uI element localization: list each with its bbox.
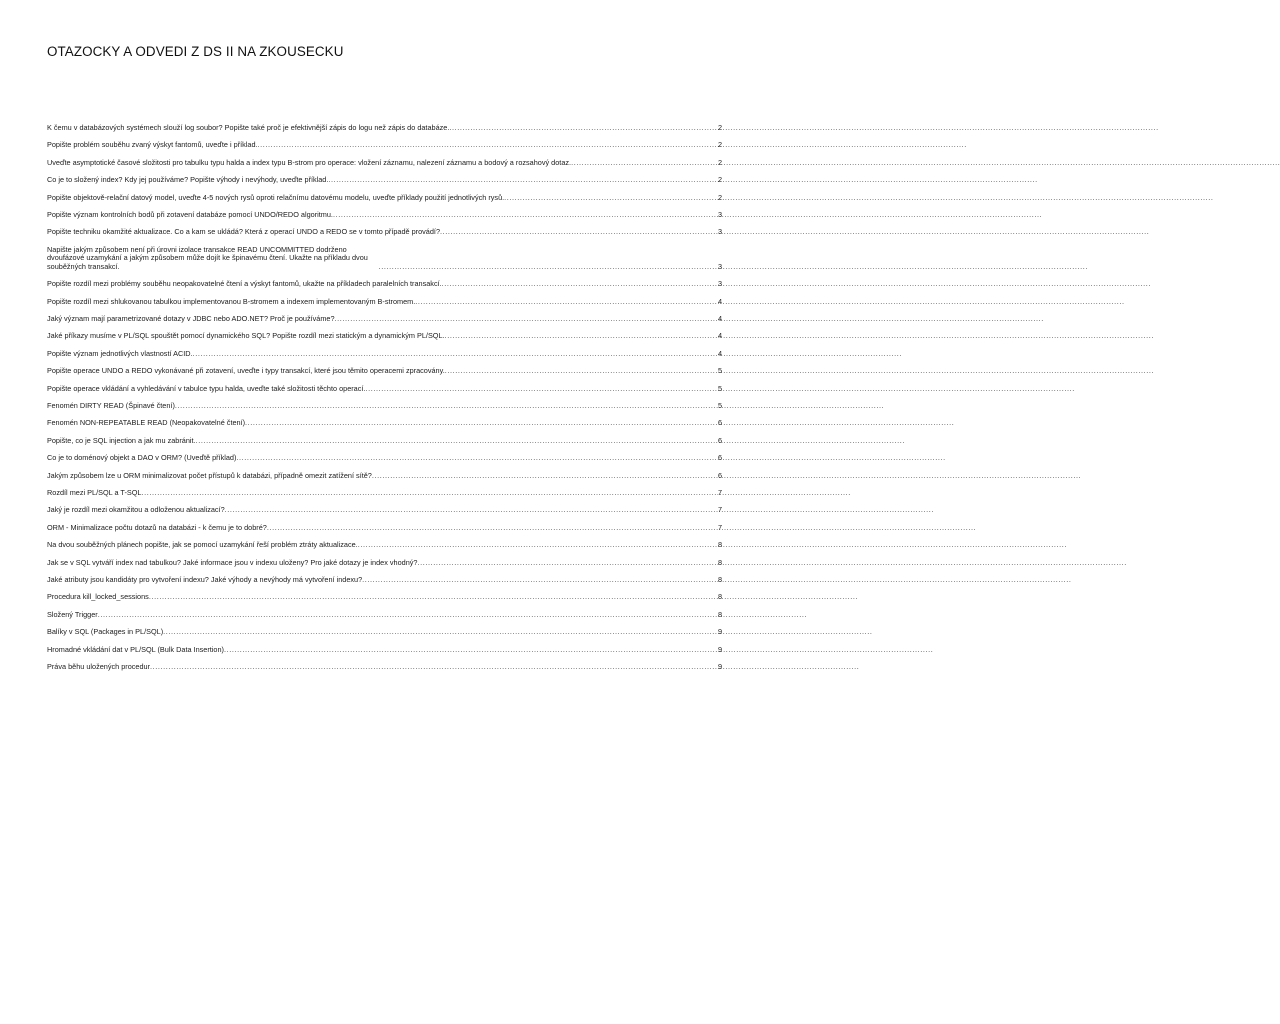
toc-entry-title: Napište jakým způsobem není při úrovni izolace transakce READ UNCOMMITTED dodrženo dvoufázové uzamykání a jakým způsobem může dojít ke špinavému čtení. Ukažte na příkladu dvou souběžných transakcí. — [47, 244, 368, 271]
toc-entry[interactable] — [47, 298, 722, 307]
toc-dot-leader — [449, 124, 716, 133]
toc-entry-title: Hromadné vkládání dat v PL/SQL (Bulk Data Insertion) — [47, 644, 224, 654]
toc-page-number: 8 — [717, 592, 722, 602]
toc-entry-title: Popište význam jednotlivých vlastností ACID. — [47, 348, 193, 358]
toc-dot-leader — [196, 437, 716, 446]
toc-entry[interactable] — [47, 385, 722, 394]
toc-dot-leader — [193, 350, 716, 359]
toc-dot-leader — [417, 559, 716, 568]
toc-page-number: 9 — [717, 661, 722, 671]
toc-entry-title: Popište objektově-relační datový model, uveďte 4-5 nových rysů oproti relačnímu datovému modelu, uveďte příklady použití jednotlivých rysů. — [47, 192, 505, 202]
toc-page-number: 2 — [717, 123, 722, 132]
toc-page-number: 3 — [717, 227, 722, 237]
toc-entry[interactable] — [47, 315, 722, 324]
toc-entry-title: Procedura kill_locked_sessions — [47, 592, 149, 602]
toc-page-number: 2 — [717, 192, 722, 202]
toc-entry-title: Popište operace UNDO a REDO vykonávané při zotavení, uveďte i typy transakcí, které jsou těmito operacemi zpracovány. — [47, 366, 445, 376]
toc-entry-title: Popište operace vkládání a vyhledávání v tabulce typu halda, uveďte také složitosti těchto operací. — [47, 383, 366, 393]
document-title: OTAZOCKY A ODVEDI Z DS II NA ZKOUSECKU — [47, 44, 344, 59]
toc-entry-title: Na dvou souběžných plánech popište, jak se pomocí uzamykání řeší problém ztráty aktualizace. — [47, 540, 358, 550]
toc-page-number: 7 — [717, 488, 722, 497]
toc-entry-title: Jaké příkazy musíme v PL/SQL spouštět pomocí dynamického SQL? Popište rozdíl mezi statickým a dynamickým PL/SQL. — [47, 331, 445, 341]
toc-entry[interactable] — [47, 454, 722, 463]
toc-entry[interactable] — [47, 402, 722, 411]
toc-dot-leader — [445, 367, 716, 376]
toc-page-number: 6 — [717, 435, 722, 445]
toc-entry-title: ORM - Minimalizace počtu dotazů na databázi - k čemu je to dobré? — [47, 522, 267, 532]
toc-page-number: 6 — [717, 470, 722, 480]
toc-dot-leader — [445, 332, 716, 341]
toc-page-number: 4 — [717, 314, 722, 324]
toc-entry-title: Fenomén NON-REPEATABLE READ (Neopakovatelné čtení) — [47, 418, 246, 428]
toc-entry[interactable] — [47, 524, 722, 533]
toc-entry-title: Složený Trigger — [47, 609, 98, 619]
toc-dot-leader — [504, 194, 716, 203]
toc-entry-title: K čemu v databázových systémech slouží log soubor? Popište také proč je efektivnější zápis do logu než zápis do databáze. — [47, 123, 450, 132]
toc-dot-leader — [224, 646, 716, 655]
toc-dot-leader — [571, 159, 716, 168]
toc-entry-title: Jakým způsobem lze u ORM minimalizovat počet přístupů k databázi, případně omezit zatížení sítě? — [47, 470, 372, 480]
toc-dot-leader — [175, 402, 716, 411]
toc-dot-leader — [328, 176, 716, 185]
toc-dot-leader — [379, 263, 716, 272]
toc-page-number: 7 — [717, 505, 722, 515]
toc-entry-title: Co je to složený index? Kdy jej používáme? Popište výhody i nevýhody, uveďte příklad. — [47, 175, 329, 185]
toc-page-number: 5 — [717, 383, 722, 393]
toc-page-number: 6 — [717, 453, 722, 463]
toc-page-number: 2 — [717, 157, 722, 167]
toc-entry[interactable] — [47, 663, 722, 672]
toc-entry-title: Popište, co je SQL injection a jak mu zabránit. — [47, 435, 196, 445]
toc-dot-leader — [358, 541, 716, 550]
toc-dot-leader — [440, 228, 716, 237]
toc-page-number: 2 — [717, 140, 722, 150]
toc-entry-title: Fenomén DIRTY READ (Špinavé čtení) — [47, 401, 175, 411]
toc-page-number: 4 — [717, 331, 722, 341]
toc-entry-title: Jaké atributy jsou kandidáty pro vytvoření indexu? Jaké výhody a nevýhody má vytvoření indexu? — [47, 574, 363, 584]
toc-page-number: 5 — [717, 366, 722, 376]
toc-entry[interactable] — [47, 472, 722, 481]
toc-entry[interactable] — [47, 280, 722, 289]
toc-dot-leader — [335, 315, 716, 324]
toc-entry[interactable] — [47, 559, 722, 568]
toc-entry[interactable] — [47, 628, 722, 637]
toc-page-number: 4 — [717, 348, 722, 358]
toc-entry-title: Jak se v SQL vytváří index nad tabulkou? Jaké informace jsou v indexu uloženy? Pro jaké dotazy je index vhodný? — [47, 557, 418, 567]
toc-page-number: 8 — [717, 540, 722, 550]
toc-dot-leader — [142, 489, 717, 498]
toc-dot-leader — [415, 298, 716, 307]
toc-page-number: 8 — [717, 557, 722, 567]
toc-entry[interactable] — [47, 228, 722, 237]
toc-entry-title: Práva běhu uložených procedur — [47, 661, 151, 671]
toc-entry[interactable] — [47, 141, 722, 150]
toc-dot-leader — [372, 472, 716, 481]
toc-entry-title: Jaký je rozdíl mezi okamžitou a odloženou aktualizací? — [47, 505, 225, 515]
toc-entry[interactable] — [47, 593, 722, 602]
toc-dot-leader — [98, 611, 716, 620]
toc-page-number: 3 — [717, 279, 722, 289]
table-of-contents — [47, 124, 722, 680]
toc-entry-title: Popište problém souběhu zvaný výskyt fantomů, uveďte i příklad. — [47, 140, 258, 150]
toc-dot-leader — [267, 524, 716, 533]
toc-entry[interactable] — [47, 611, 722, 620]
toc-entry-title: Balíky v SQL (Packages in PL/SQL) — [47, 627, 164, 637]
toc-entry-title: Uveďte asymptotické časové složitosti pro tabulku typu halda a index typu B-strom pro operace: vložení záznamu, nalezení záznamu a bodový a rozsahový dotaz. — [47, 157, 572, 167]
toc-dot-leader — [149, 593, 716, 602]
toc-dot-leader — [225, 506, 716, 515]
toc-entry[interactable] — [47, 489, 722, 498]
toc-dot-leader — [365, 385, 716, 394]
toc-entry-title: Popište význam kontrolních bodů při zotavení databáze pomocí UNDO/REDO algoritmu. — [47, 209, 333, 219]
toc-entry[interactable] — [47, 437, 722, 446]
toc-dot-leader — [362, 576, 716, 585]
toc-page-number: 4 — [717, 296, 722, 306]
toc-dot-leader — [163, 628, 716, 637]
toc-entry-title: Rozdíl mezi PL/SQL a T-SQL — [47, 488, 142, 497]
toc-entry[interactable] — [47, 506, 722, 515]
toc-entry[interactable] — [47, 176, 722, 185]
toc-page-number: 9 — [717, 644, 722, 654]
toc-page-number: 2 — [717, 175, 722, 185]
toc-entry[interactable] — [47, 646, 722, 655]
toc-page-number: 6 — [717, 418, 722, 428]
toc-entry[interactable] — [47, 159, 722, 168]
toc-entry-title: Jaký význam mají parametrizované dotazy v JDBC nebo ADO.NET? Proč je používáme? — [47, 314, 335, 324]
toc-entry[interactable] — [47, 576, 722, 585]
toc-entry[interactable] — [47, 541, 722, 550]
toc-page-number: 3 — [717, 261, 722, 271]
toc-entry[interactable] — [47, 246, 722, 272]
toc-page-number: 7 — [717, 522, 722, 532]
toc-entry[interactable] — [47, 211, 722, 220]
toc-page-number: 9 — [717, 627, 722, 637]
toc-entry[interactable] — [47, 194, 722, 203]
toc-dot-leader — [333, 211, 716, 220]
toc-dot-leader — [236, 454, 716, 463]
toc-entry-title: Popište rozdíl mezi shlukovanou tabulkou implementovanou B-stromem a indexem implementovaným B-stromem. — [47, 296, 416, 306]
toc-entry-title: Popište rozdíl mezi problémy souběhu neopakovatelné čtení a výskyt fantomů, ukažte na příkladech paralelních transakcí. — [47, 279, 442, 289]
toc-entry[interactable] — [47, 367, 722, 376]
toc-dot-leader — [258, 141, 716, 150]
toc-entry[interactable] — [47, 124, 722, 133]
toc-dot-leader — [245, 419, 716, 428]
toc-entry-title: Popište techniku okamžité aktualizace. Co a kam se ukládá? Která z operací UNDO a REDO se v tomto případě provádí? — [47, 227, 441, 237]
toc-entry[interactable] — [47, 350, 722, 359]
toc-entry[interactable] — [47, 332, 722, 341]
toc-page-number: 3 — [717, 209, 722, 219]
toc-page-number: 8 — [717, 609, 722, 619]
toc-dot-leader — [442, 280, 716, 289]
toc-page-number: 5 — [717, 401, 722, 411]
toc-page-number: 8 — [717, 574, 722, 584]
toc-entry-title: Co je to doménový objekt a DAO v ORM? (Uveďtě příklad) — [47, 453, 237, 463]
toc-entry[interactable] — [47, 419, 722, 428]
toc-dot-leader — [150, 663, 716, 672]
